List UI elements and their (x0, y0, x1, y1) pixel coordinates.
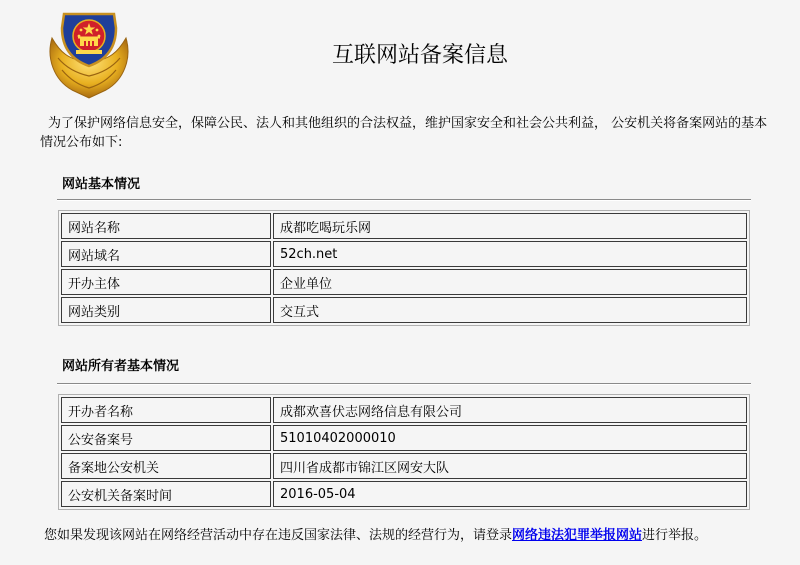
row-value: 2016-05-04 (273, 481, 747, 507)
table-row (61, 297, 747, 323)
row-label: 公安机关备案时间 (61, 481, 271, 507)
footer-text-after: 进行举报。 (642, 528, 708, 543)
table-row (61, 481, 747, 507)
row-label: 开办主体 (61, 269, 271, 295)
row-value: 企业单位 (273, 269, 747, 295)
table-row (61, 397, 747, 423)
page-title: 互联网站备案信息 (331, 43, 508, 68)
table-row (61, 269, 747, 295)
owner-info-table (58, 394, 750, 510)
row-label: 网站名称 (61, 213, 271, 239)
row-value: 成都欢喜伏志网络信息有限公司 (273, 397, 747, 423)
table-row (61, 213, 747, 239)
row-label: 网站类别 (61, 297, 271, 323)
row-value: 51010402000010 (273, 425, 747, 451)
section-title-owner-info: 网站所有者基本情况 (62, 359, 180, 374)
row-value: 交互式 (273, 297, 747, 323)
row-label: 公安备案号 (61, 425, 271, 451)
site-info-table (58, 210, 750, 326)
section-divider (57, 199, 751, 201)
section-divider (57, 383, 751, 385)
report-website-link[interactable]: 网络违法犯罪举报网站 (512, 528, 643, 543)
row-value: 成都吃喝玩乐网 (273, 213, 747, 239)
row-value: 四川省成都市锦江区网安大队 (273, 453, 747, 479)
row-value: 52ch.net (273, 241, 747, 267)
footer-text-before: 您如果发现该网站在网络经营活动中存在违反国家法律、法规的经营行为，请登录 (44, 528, 513, 543)
intro-text: 为了保护网络信息安全，保障公民、法人和其他组织的合法权益，维护国家安全和社会公共利益， 公安机关将备案网站的基本情况公布如下: (40, 116, 768, 150)
footer-notice (44, 527, 707, 545)
section-title-site-info: 网站基本情况 (62, 177, 141, 192)
table-row (61, 425, 747, 451)
row-label: 备案地公安机关 (61, 453, 271, 479)
row-label: 网站域名 (61, 241, 271, 267)
row-label: 开办者名称 (61, 397, 271, 423)
table-row (61, 241, 747, 267)
table-row (61, 453, 747, 479)
